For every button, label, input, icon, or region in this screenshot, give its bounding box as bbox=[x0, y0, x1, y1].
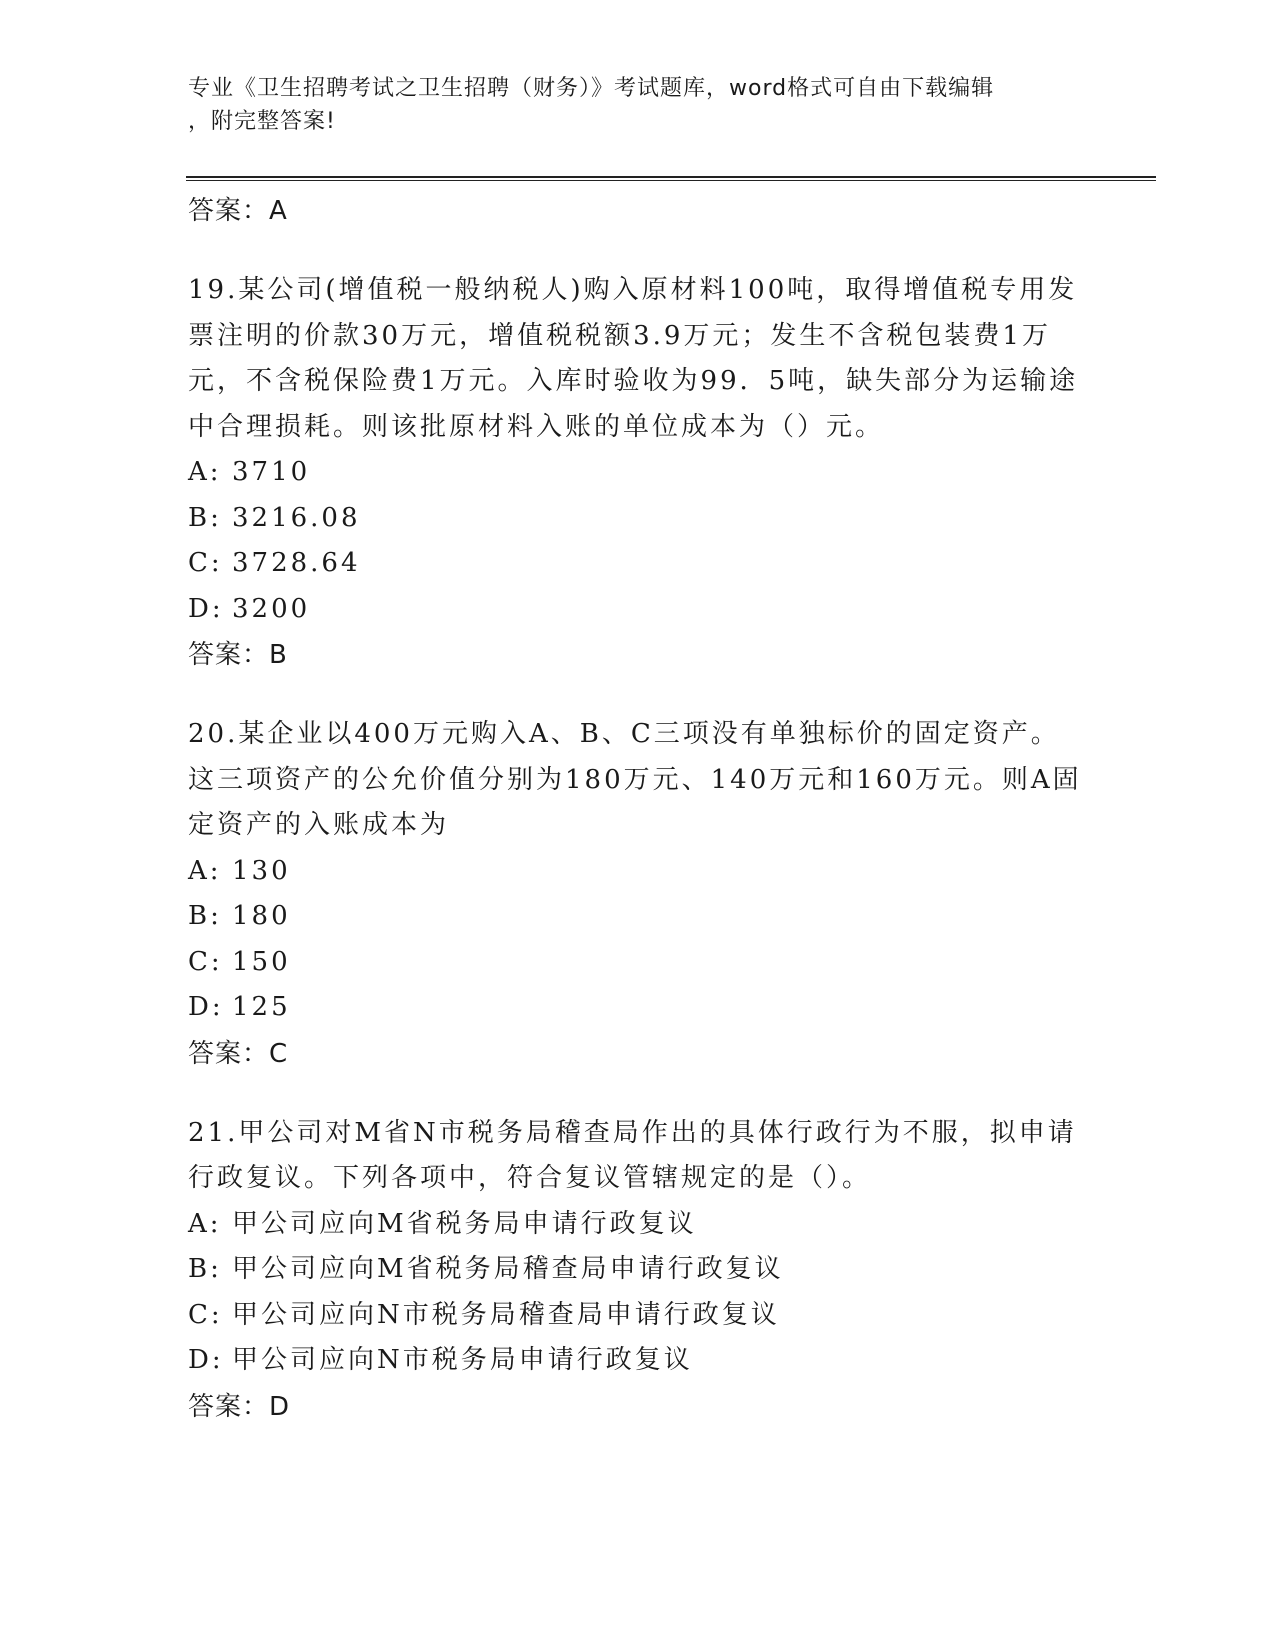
option-text: 甲公司应向M省税务局申请行政复议 bbox=[232, 1208, 697, 1239]
option-letter: C: bbox=[188, 946, 223, 977]
question-text: 21.甲公司对M省N市税务局稽查局作出的具体行政行为不服，拟申请行政复议。下列各项中，符合复议管辖规定的是（）。 bbox=[188, 1117, 1077, 1193]
option-text: 3710 bbox=[232, 457, 311, 487]
option-b bbox=[188, 1247, 1088, 1293]
option-d bbox=[188, 985, 1088, 1031]
option-b bbox=[188, 894, 1088, 940]
option-c bbox=[188, 541, 1088, 587]
option-c bbox=[188, 940, 1088, 986]
question-21 bbox=[188, 1111, 1088, 1430]
option-a bbox=[188, 450, 1088, 496]
option-text: 150 bbox=[232, 946, 291, 977]
option-text: 甲公司应向M省税务局稽查局申请行政复议 bbox=[232, 1254, 784, 1284]
answer-20: 答案：C bbox=[188, 1038, 289, 1069]
option-letter: C: bbox=[188, 1299, 223, 1330]
option-letter: D: bbox=[188, 1345, 224, 1375]
option-text: 130 bbox=[232, 855, 291, 886]
option-text: 3728.64 bbox=[232, 548, 361, 578]
option-letter: B: bbox=[188, 901, 222, 931]
previous-answer: 答案：A bbox=[188, 196, 288, 226]
option-text: 180 bbox=[232, 901, 291, 931]
option-letter: A: bbox=[188, 855, 222, 886]
option-text: 甲公司应向N市税务局稽查局申请行政复议 bbox=[232, 1299, 780, 1330]
question-20 bbox=[188, 712, 1088, 1077]
option-letter: D: bbox=[188, 992, 224, 1022]
header-divider bbox=[186, 176, 1156, 181]
option-d bbox=[188, 587, 1088, 633]
option-a bbox=[188, 1202, 1088, 1248]
header-line-2: ，附完整答案! bbox=[188, 109, 336, 134]
option-a bbox=[188, 849, 1088, 895]
question-text: 19.某公司(增值税一般纳税人)购入原材料100吨，取得增值税专用发票注明的价款30万元，增值税税额3.9万元；发生不含税包装费1万元，不含税保险费1万元。入库时验收为99．5吨，缺失部分为运输途中合理损耗。则该批原材料入账的单位成本为（）元。 bbox=[188, 275, 1079, 442]
option-letter: C: bbox=[188, 548, 223, 578]
option-letter: A: bbox=[188, 1208, 222, 1239]
option-c bbox=[188, 1293, 1088, 1339]
option-text: 3216.08 bbox=[232, 502, 361, 533]
option-letter: D: bbox=[188, 593, 224, 624]
answer-21: 答案：D bbox=[188, 1391, 291, 1422]
answer-19: 答案：B bbox=[188, 640, 288, 670]
question-text: 20.某企业以400万元购入A、B、C三项没有单独标价的固定资产。这三项资产的公允价值分别为180万元、140万元和160万元。则A固定资产的入账成本为 bbox=[188, 719, 1082, 840]
option-text: 3200 bbox=[232, 593, 311, 624]
option-text: 125 bbox=[232, 992, 291, 1022]
question-19 bbox=[188, 268, 1088, 678]
option-d bbox=[188, 1338, 1088, 1384]
option-letter: A: bbox=[188, 457, 222, 487]
option-letter: B: bbox=[188, 1254, 222, 1284]
option-text: 甲公司应向N市税务局申请行政复议 bbox=[232, 1345, 693, 1375]
header-line-1: 专业《卫生招聘考试之卫生招聘（财务）》考试题库，word格式可自由下载编辑 bbox=[188, 76, 995, 101]
page-header bbox=[188, 72, 1068, 138]
document-body bbox=[188, 188, 1088, 1430]
option-letter: B: bbox=[188, 502, 222, 533]
option-b bbox=[188, 496, 1088, 542]
